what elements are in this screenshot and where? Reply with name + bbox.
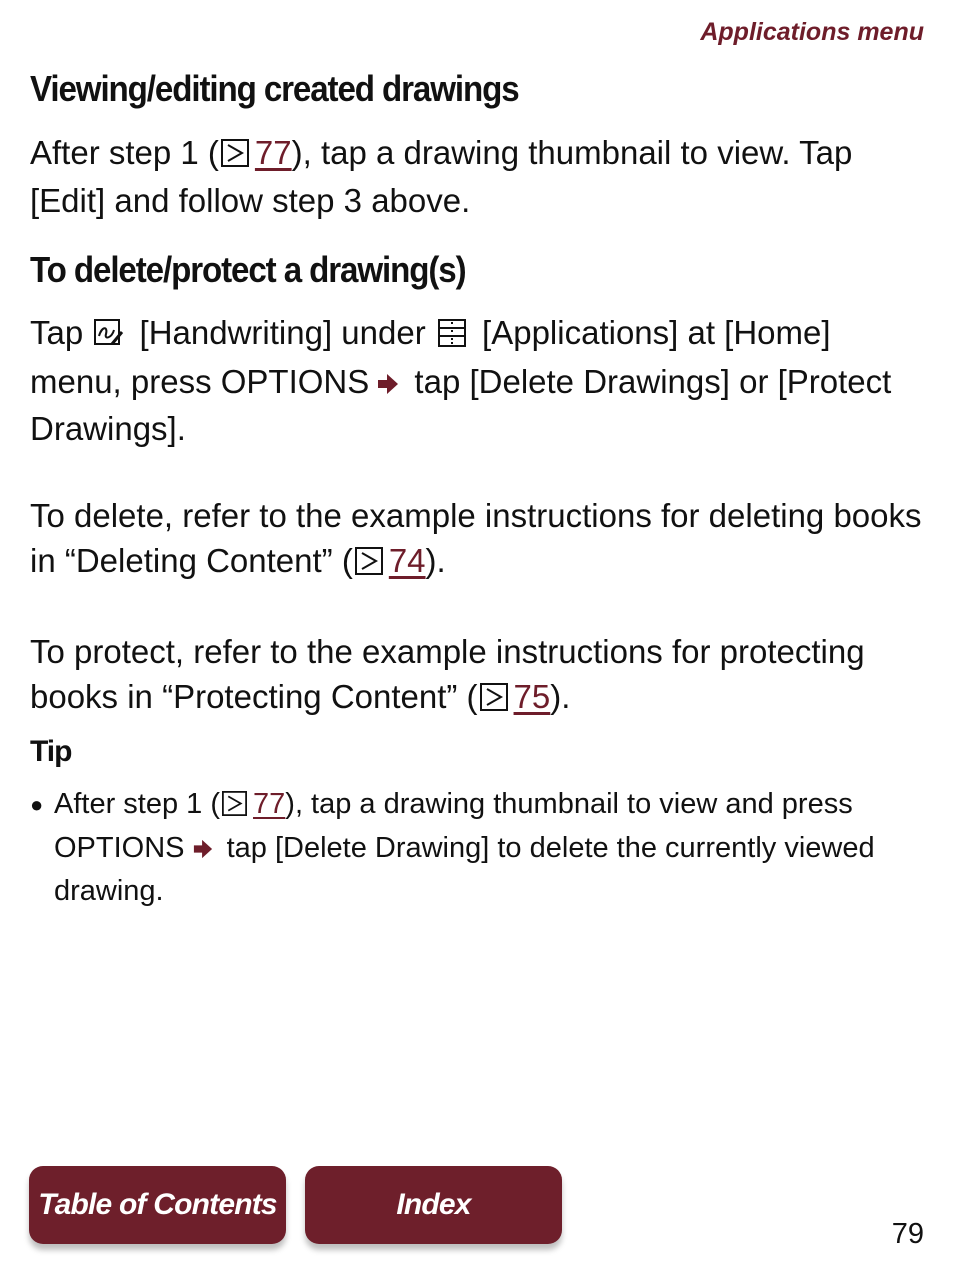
paragraph-text: After step 1 ( (30, 134, 219, 171)
page-number: 79 (891, 1218, 924, 1250)
paragraph-delete-protect-steps (30, 310, 930, 451)
paragraph-text: To protect, refer to the example instructions for protecting books in “Protecting Content” ( (30, 633, 865, 715)
applications-icon (437, 314, 467, 359)
arrow-right-icon (193, 830, 213, 871)
page-link[interactable]: 74 (388, 542, 426, 579)
arrow-right-icon (377, 361, 399, 406)
paragraph-text: [Handwriting] under (130, 314, 435, 351)
paragraph-text: [Applications] at [Home] menu, press OPTIONS (30, 314, 831, 400)
page-link[interactable]: 75 (513, 678, 551, 715)
heading-delete-protect: To delete/protect a drawing(s) (30, 249, 466, 290)
paragraph-text: To delete, refer to the example instructions for deleting books in “Deleting Content” ( (30, 497, 922, 579)
page-ref-icon (222, 787, 247, 828)
paragraph-text: tap [Delete Drawings] or [Protect Drawings]. (30, 363, 892, 447)
tip-text-part: tap [Delete Drawing] to delete the currently viewed drawing. (54, 832, 875, 907)
table-of-contents-button[interactable]: Table of Contents (29, 1166, 286, 1244)
paragraph-text: ). (425, 542, 446, 579)
page-link[interactable]: 77 (254, 134, 292, 171)
page-ref-icon (480, 677, 508, 722)
tip-text (54, 784, 930, 912)
paragraph-text: ). (550, 678, 571, 715)
tip-heading: Tip (30, 735, 72, 768)
page-ref-icon (221, 133, 249, 178)
tip-list-item (30, 784, 930, 912)
section-header: Applications menu (700, 18, 924, 46)
page-ref-icon (355, 541, 383, 586)
handwriting-icon (94, 314, 124, 359)
tip-text-part: ), tap a drawing thumbnail to view and press OPTIONS (54, 788, 853, 864)
paragraph-protect (30, 629, 930, 722)
paragraph-text: ), tap a drawing thumbnail to view. Tap [Edit] and follow step 3 above. (30, 134, 853, 219)
paragraph-text: Tap (30, 314, 93, 351)
paragraph-viewing (30, 130, 930, 223)
heading-viewing-editing: Viewing/editing created drawings (30, 68, 519, 109)
paragraph-delete (30, 493, 930, 586)
tip-text-part: After step 1 ( (54, 788, 221, 820)
index-button[interactable]: Index (305, 1166, 562, 1244)
bullet-icon: ● (30, 792, 44, 817)
page-link[interactable]: 77 (253, 788, 286, 820)
